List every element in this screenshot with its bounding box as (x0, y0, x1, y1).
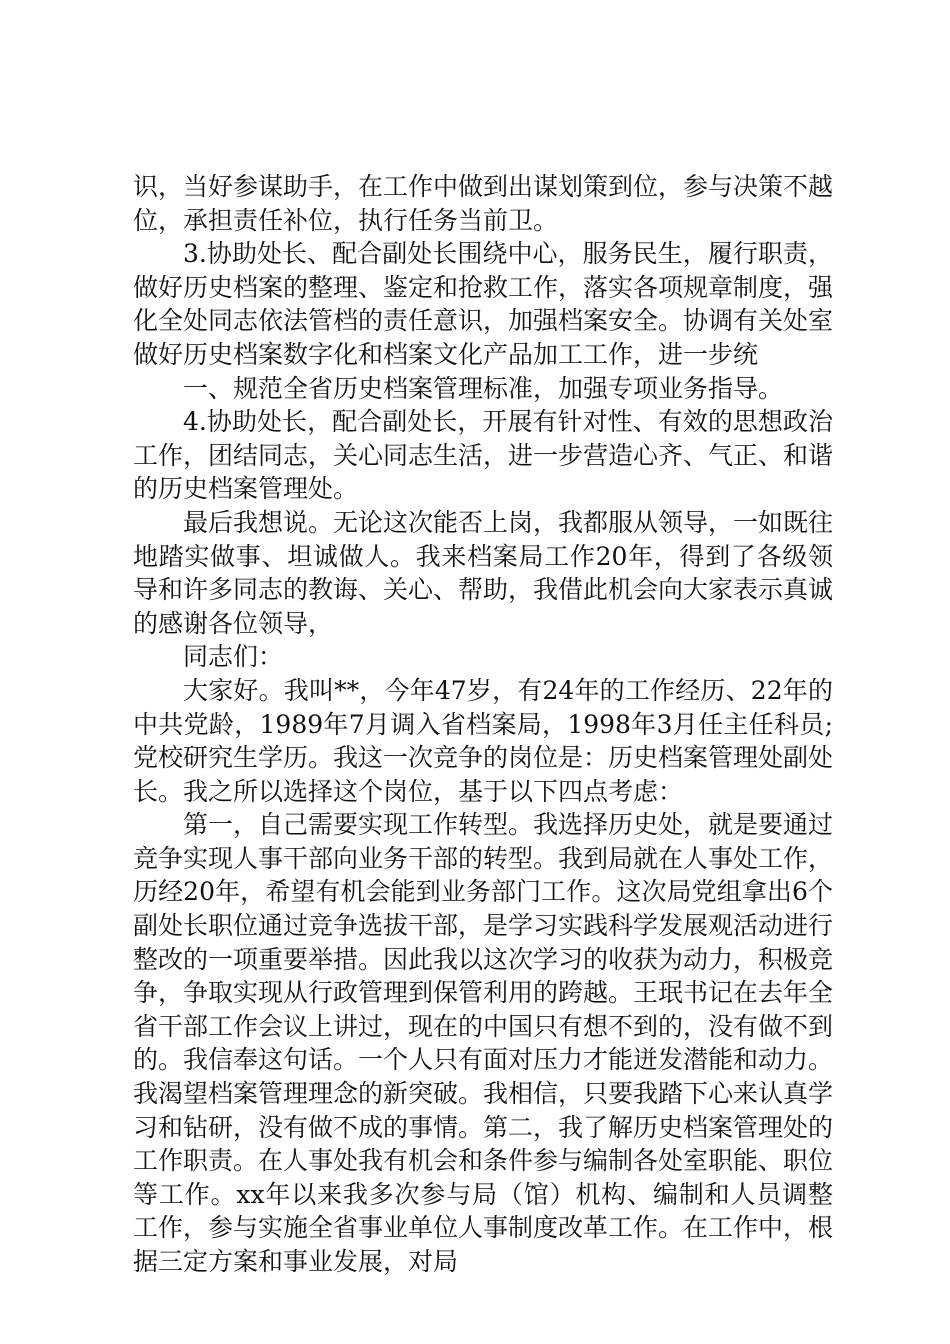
paragraph-7: 大家好。我叫**，今年47岁，有24年的工作经历、22年的中共党龄，1989年7月调入省档案局，1998年3月任主任科员;党校研究生学历。我这一次竞争的岗位是：历史档案管理处副处长。我之所以选择这个岗位，基于以下四点考虑： (133, 675, 834, 806)
paragraph-4: 4.协助处长，配合副处长，开展有针对性、有效的思想政治工作，团结同志，关心同志生活，进一步营造心齐、气正、和谐的历史档案管理处。 (133, 407, 834, 504)
paragraph-5: 最后我想说。无论这次能否上岗，我都服从领导，一如既往地踏实做事、坦诚做人。我来档案局工作20年，得到了各级领导和许多同志的教诲、关心、帮助，我借此机会向大家表示真诚的感谢各位领导， (133, 507, 834, 638)
paragraph-1: 识，当好参谋助手，在工作中做到出谋划策到位，参与决策不越位，承担责任补位，执行任务当前卫。 (133, 172, 834, 235)
paragraph-8: 第一，自己需要实现工作转型。我选择历史处，就是要通过竞争实现人事干部向业务干部的转型。我到局就在人事处工作，历经20年，希望有机会能到业务部门工作。这次局党组拿出6个副处长职位通过竞争选拔干部，是学习实践科学发展观活动进行整改的一项重要举措。因此我以这次学习的收获为动力，积极竞争，争取实现从行政管理到保管利用的跨越。王珉书记在去年全省干部工作会议上讲过，现在的中国只有想不到的，没有做不到的。我信奉这句话。一个人只有面对压力才能迸发潜能和动力。我渴望档案管理理念的新突破。我相信，只要我踏下心来认真学习和钻研，没有做不成的事情。第二，我了解历史档案管理处的工作职责。在人事处我有机会和条件参与编制各处室职能、职位等工作。xx年以来我多次参与局（馆）机构、编制和人员调整工作，参与实施全省事业单位人事制度改革工作。在工作中，根据三定方案和事业发展，对局 (133, 810, 834, 1276)
document-body (133, 170, 833, 1279)
paragraph-6: 同志们： (183, 642, 284, 672)
paragraph-3: 一、规范全省历史档案管理标准，加强专项业务指导。 (183, 373, 784, 403)
paragraph-2: 3.协助处长、配合副处长围绕中心，服务民生，履行职责，做好历史档案的整理、鉴定和抢救工作，落实各项规章制度，强化全处同志依法管档的责任意识，加强档案安全。协调有关处室做好历史档案数字化和档案文化产品加工工作，进一步统 (133, 239, 834, 369)
